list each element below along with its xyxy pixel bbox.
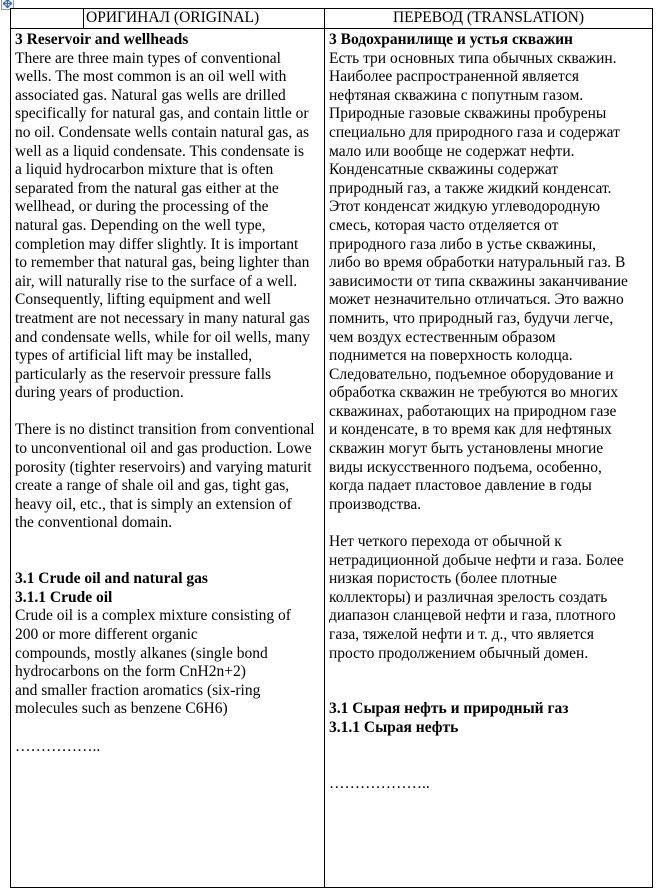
text-line: and condensate wells, while for oil wells, many	[15, 329, 323, 348]
text-line: обработка скважин не требуются во многих	[329, 384, 651, 403]
text-line: виды искусственного подъема, особенно,	[329, 459, 651, 478]
text-line: Этот конденсат жидкую углеводородную	[329, 198, 651, 217]
text-line: create a range of shale oil and gas, tight gas,	[15, 477, 323, 496]
text-line: коллекторы) и различная зрелость создать	[329, 589, 651, 608]
text-line: treatment are not necessary in many natural gas	[15, 310, 323, 329]
text-line: и конденсате, в то время как для нефтяных	[329, 421, 651, 440]
text-line: associated gas. Natural gas wells are drilled	[15, 87, 323, 106]
header-translation-cell[interactable]	[325, 9, 652, 28]
original-text-cell[interactable]	[11, 29, 325, 887]
text-line: мало или вообще не содержат нефти.	[329, 143, 651, 162]
blank-line	[329, 738, 651, 775]
translation-table	[10, 8, 653, 888]
text-line: нетрадиционной добыче нефти и газа. Более	[329, 552, 651, 571]
blank-line	[329, 514, 651, 533]
translation-header-label: ПЕРЕВОД (TRANSLATION)	[393, 9, 584, 26]
translation-text-cell[interactable]	[325, 29, 652, 887]
text-line: газа, тяжелой нефти и т. д., что является	[329, 626, 651, 645]
text-line: ……………..	[15, 738, 323, 757]
text-line: porosity (tighter reservoirs) and varying maturit	[15, 459, 323, 478]
text-line: Consequently, lifting equipment and well	[15, 291, 323, 310]
blank-line	[329, 663, 651, 700]
text-line: нефтяная скважина с попутным газом.	[329, 87, 651, 106]
blank-line	[15, 403, 323, 422]
text-line: природного газа либо в устье скважины,	[329, 236, 651, 255]
section-heading-line: 3 Водохранилище и устья скважин	[329, 31, 651, 50]
text-line: скважин могут быть установлены многие	[329, 440, 651, 459]
section-heading-line: 3.1.1 Crude oil	[15, 589, 323, 608]
text-line: чем воздух естественным образом	[329, 329, 651, 348]
text-line: производства.	[329, 496, 651, 515]
blank-line	[15, 533, 323, 570]
original-header-label: ОРИГИНАЛ (ORIGINAL)	[86, 9, 259, 26]
text-line: низкая пористость (более плотные	[329, 570, 651, 589]
section-heading-line: 3.1.1 Сырая нефть	[329, 719, 651, 738]
text-line: wells. The most common is an oil well with	[15, 68, 323, 87]
text-line: просто продолжением обычный домен.	[329, 645, 651, 664]
header-original-cell[interactable]	[84, 9, 325, 28]
text-line: Crude oil is a complex mixture consisting of	[15, 607, 323, 626]
text-line: ………………..	[329, 775, 651, 794]
table-body-row	[11, 29, 652, 887]
text-line: зависимости от типа скважины заканчивание	[329, 273, 651, 292]
text-line: and smaller fraction aromatics (six-ring	[15, 682, 323, 701]
text-line: air, will naturally rise to the surface of a well.	[15, 273, 323, 292]
text-line: compounds, mostly alkanes (single bond	[15, 645, 323, 664]
text-line: 200 or more different organic	[15, 626, 323, 645]
text-line: molecules such as benzene C6H6)	[15, 700, 323, 719]
text-line: Конденсатные скважины содержат	[329, 161, 651, 180]
text-line: Природные газовые скважины пробурены	[329, 105, 651, 124]
text-line: когда падает пластовое давление в годы	[329, 477, 651, 496]
text-line: the conventional domain.	[15, 514, 323, 533]
text-line: wellhead, or during the processing of the	[15, 198, 323, 217]
text-line: There is no distinct transition from conventional	[15, 421, 323, 440]
text-line: поднимется на поверхность колодца.	[329, 347, 651, 366]
text-line: to unconventional oil and gas production. Lowe	[15, 440, 323, 459]
text-line: well as a liquid condensate. This condensate is	[15, 143, 323, 162]
text-line: types of artificial lift may be installed,	[15, 347, 323, 366]
section-heading-line: 3 Reservoir and wellheads	[15, 31, 323, 50]
text-line: помнить, что природный газ, будучи легче,	[329, 310, 651, 329]
text-line: либо во время обработки натуральный газ. В	[329, 254, 651, 273]
text-line: природный газ, а также жидкий конденсат.	[329, 180, 651, 199]
text-line: Наиболее распространенной является	[329, 68, 651, 87]
text-line: hydrocarbons on the form CnH2n+2)	[15, 663, 323, 682]
text-line: natural gas. Depending on the well type,	[15, 217, 323, 236]
text-line: separated from the natural gas either at the	[15, 180, 323, 199]
text-line: particularly as the reservoir pressure falls	[15, 366, 323, 385]
text-line: Следовательно, подъемное оборудование и	[329, 366, 651, 385]
text-line: a liquid hydrocarbon mixture that is often	[15, 161, 323, 180]
section-heading-line: 3.1 Crude oil and natural gas	[15, 570, 323, 589]
blank-line	[15, 719, 323, 738]
text-line: может незначительно отличаться. Это важно	[329, 291, 651, 310]
text-line: specifically for natural gas, and contain little or	[15, 105, 323, 124]
text-line: heavy oil, etc., that is simply an extension of	[15, 496, 323, 515]
text-line: no oil. Condensate wells contain natural gas, as	[15, 124, 323, 143]
table-header-row	[11, 9, 652, 29]
text-line: Есть три основных типа обычных скважин.	[329, 50, 651, 69]
header-corner-cell[interactable]	[11, 9, 84, 28]
move-icon	[3, 0, 12, 8]
text-line: There are three main types of conventional	[15, 50, 323, 69]
section-heading-line: 3.1 Сырая нефть и природный газ	[329, 700, 651, 719]
text-line: during years of production.	[15, 384, 323, 403]
text-line: специально для природного газа и содержат	[329, 124, 651, 143]
text-line: диапазон сланцевой нефти и газа, плотного	[329, 607, 651, 626]
text-line: скважинах, работающих на природном газе	[329, 403, 651, 422]
text-line: Нет четкого перехода от обычной к	[329, 533, 651, 552]
text-line: to remember that natural gas, being lighter than	[15, 254, 323, 273]
text-line: смесь, которая часто отделяется от	[329, 217, 651, 236]
text-line: completion may differ slightly. It is important	[15, 236, 323, 255]
